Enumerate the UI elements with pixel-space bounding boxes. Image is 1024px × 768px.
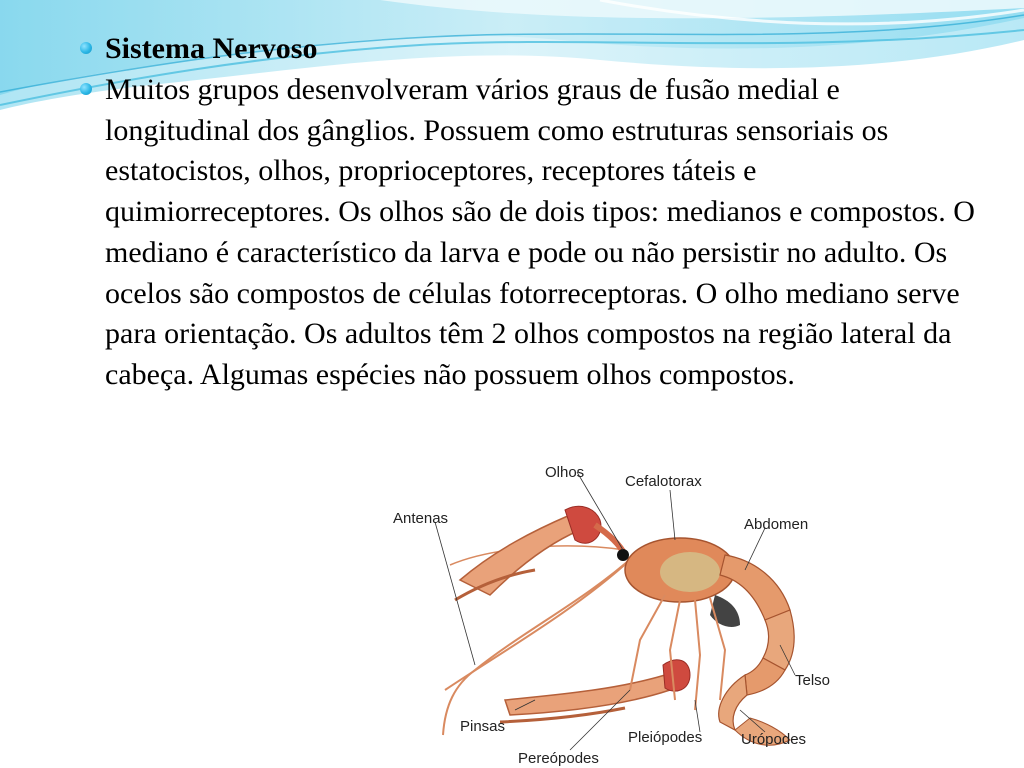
label-olhos: Olhos <box>545 464 585 481</box>
bullet-paragraph <box>78 70 988 396</box>
label-telso: Telso <box>795 672 831 689</box>
label-abdomen: Abdomen <box>744 516 809 533</box>
label-pereopodes: Pereópodes <box>518 750 599 767</box>
bullet-dot-icon <box>80 83 92 95</box>
slide-heading: Sistema Nervoso <box>105 32 318 65</box>
label-cefalotorax: Cefalotorax <box>625 473 702 490</box>
eye-drawing <box>617 549 629 561</box>
label-pinsas: Pinsas <box>460 718 506 735</box>
slide-content <box>78 28 988 396</box>
bullet-heading <box>78 28 988 70</box>
label-uropodes: Urópodes <box>741 731 807 748</box>
slide-paragraph: Muitos grupos desenvolveram vários graus de fusão medial e longitudinal dos gânglios. Possuem como estruturas sensoriais os estatocistos, olhos, proprioceptores, receptores táteis e quimiorreceptores. Os olhos são de dois tipos: medianos e compostos. O mediano é característico da larva e pode ou não persistir no adulto. Os ocelos são compostos de células fotorreceptoras. O olho mediano serve para orientação. Os adultos têm 2 olhos compostos na região lateral da cabeça. Algumas espécies não possuem olhos compostos. <box>105 73 975 391</box>
bullet-dot-icon <box>80 42 92 54</box>
label-pleiopodes: Pleiópodes <box>628 729 703 746</box>
crayfish-anatomy-figure <box>385 460 840 768</box>
label-antenas: Antenas <box>393 510 449 527</box>
